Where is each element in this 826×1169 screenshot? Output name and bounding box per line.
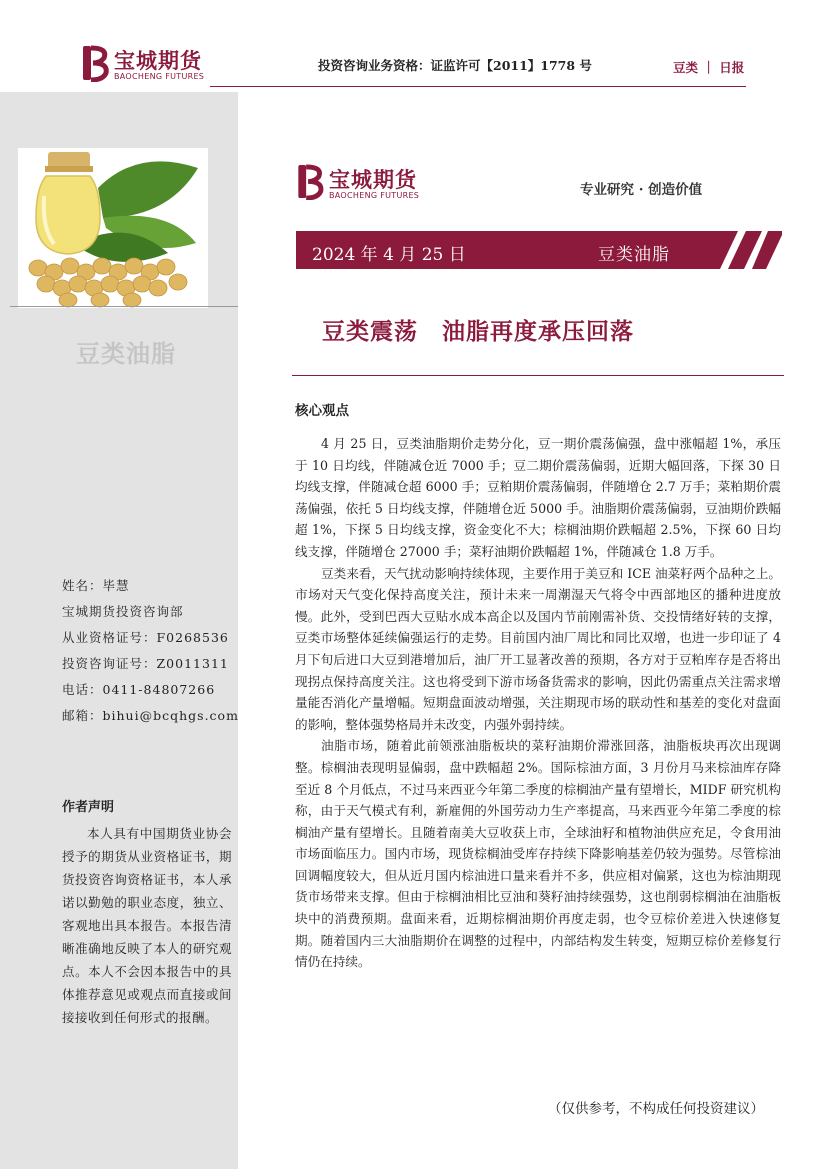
header-logo-en: BAOCHENG FUTURES <box>114 72 205 81</box>
analyst-department: 宝城期货投资咨询部 <box>62 604 184 619</box>
report-logo <box>297 163 437 203</box>
disclaimer: （仅供参考，不构成任何投资建议） <box>548 1101 764 1117</box>
header-logo-text: 宝城期货 <box>114 49 202 73</box>
analyst-email: 邮箱：bihui@bcqhgs.com <box>62 708 239 723</box>
analyst-qualification-number: 从业资格证号：F0268536 <box>62 630 229 645</box>
report-category: 豆类油脂 <box>598 245 670 265</box>
license-text: 投资咨询业务资格：证监许可【2011】1778 号 <box>318 58 592 73</box>
section-title: 核心观点 <box>295 403 349 419</box>
declaration-body: 本人具有中国期货业协会授予的期货从业资格证书，期货投资咨询资格证书，本人承诺以勤勉的职业态度，独立、客观地出具本报告。本报告清晰准确地反映了本人的研究观点。本人不会因本报告中的具体推荐意见或观点而直接或间接接收到任何形式的报酬。 <box>62 826 232 1025</box>
report-category-tag: 豆类 ｜ 日报 <box>673 60 745 75</box>
sidebar-title: 豆类油脂 <box>76 340 176 368</box>
analyst-phone: 电话：0411-84807266 <box>62 682 216 697</box>
paragraph-oils: 油脂市场，随着此前领涨油脂板块的菜籽油期价滞涨回落，油脂板块再次出现调整。棕榈油表现明显偏弱，盘中跌幅超 2%。国际棕油方面，3 月份月马来棕油库存降至近 8 个月低点，不过马来西亚今年第二季度的棕榈油产量有望增长，MIDF 研究机构称，由于天气模式有利，新雇佣的外国劳动力生产率提高，马来西亚今年第二季度的棕榈油产量有望增长。且随着南美大豆收获上市，全球油籽和植物油供应充足，令食用油市场面临压力。国内市场，现货棕榈油受库存持续下降影响基差仍较为强势。尽管棕油回调幅度较大，但从近月国内棕油进口量来看并不多，供应相对偏紧，这也为棕油期现货市场带来支撑。但由于棕榈油相比豆油和葵籽油持续强势，这也削弱棕榈油在油脂板块中的消费预期。盘面来看，近期棕榈油期价再度走弱，也令豆棕价差进入快速修复期。随着国内三大油脂期价在调整的过程中，内部结构发生转变，短期豆棕价差修复行情仍在持续。 <box>295 738 781 970</box>
report-logo-text: 宝城期货 <box>329 168 417 192</box>
declaration-title: 作者声明 <box>62 800 115 815</box>
header-divider <box>210 86 746 87</box>
paragraph-market-overview: 4 月 25 日，豆类油脂期价走势分化，豆一期价震荡偏强，盘中涨幅超 1%，承压于 10 日均线，伴随减仓近 7000 手；豆二期价震荡偏弱，近期大幅回落，下探 30 日均线支撑，伴随减仓超 6000 手；豆粕期价震荡偏弱，伴随增仓 2.7 万手；菜粕期价震荡偏强，依托 5 日均线支撑，伴随增仓近 5000 手。油脂期价震荡偏弱，豆油期价跌幅超 1%，下探 5 日均线支撑，资金变化不大；棕榈油期价跌幅超 2.5%，下探 60 日均线支撑，伴随增仓 27000 手；菜籽油期价跌幅超 1%，伴随减仓 1.8 万手。 <box>295 436 781 559</box>
sidebar-divider <box>10 306 238 307</box>
baocheng-logo-icon <box>82 44 110 82</box>
report-body <box>295 433 781 973</box>
report-logo-en: BAOCHENG FUTURES <box>329 191 420 200</box>
analyst-consulting-number: 投资咨询证号：Z0011311 <box>62 656 229 671</box>
report-headline: 豆类震荡 油脂再度承压回落 <box>322 319 634 345</box>
analyst-name: 姓名：毕慧 <box>62 578 130 593</box>
report-date: 2024 年 4 月 25 日 <box>312 245 466 265</box>
paragraph-soybean: 豆类来看，天气扰动影响持续体现，主要作用于美豆和 ICE 油菜籽两个品种之上。市场对天气变化保持高度关注，预计未来一周潮湿天气将令中西部地区的播种进度放慢。此外，受到巴西大豆贴水成本高企以及国内节前刚需补货、交投情绪好转的支撑，豆类市场整体延续偏强运行的走势。目前国内油厂周比和同比双增，也进一步印证了 4 月下旬后进口大豆到港增加后，油厂开工显著改善的预期，各方对于豆粕库存是否将出现拐点保持高度关注。这也将受到下游市场备货需求的影响，因此仍需重点关注需求增量能否消化产量增幅。短期盘面波动增强，关注期现市场的联动性和基差的变化对盘面的影响，整体强势格局并未改变，内强外弱持续。 <box>295 565 781 732</box>
header-logo <box>82 44 212 84</box>
baocheng-logo-icon <box>297 163 325 200</box>
headline-divider <box>292 375 784 376</box>
date-banner <box>296 231 782 269</box>
analyst-contact <box>62 573 239 729</box>
soybean-oil-photo <box>18 148 208 308</box>
company-slogan: 专业研究 · 创造价值 <box>580 182 703 198</box>
